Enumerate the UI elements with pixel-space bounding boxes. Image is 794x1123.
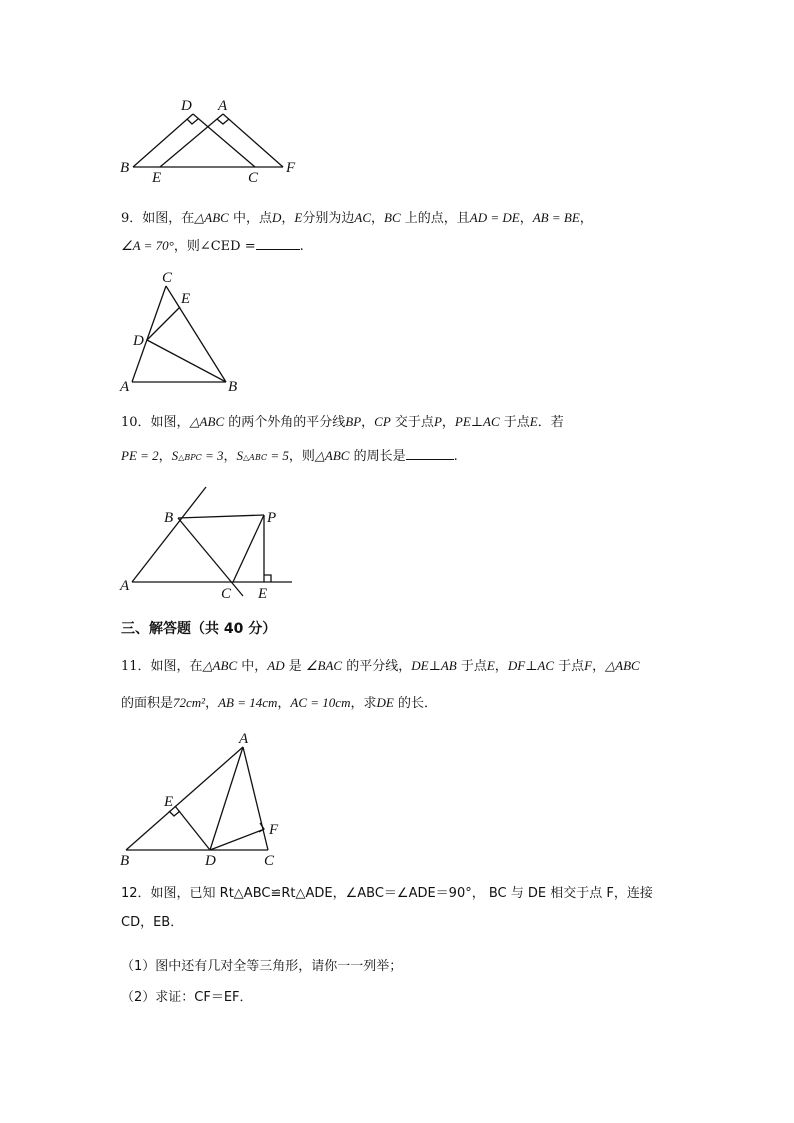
fig11-label-c: C [264, 853, 275, 869]
q10-perp: ⊥ [470, 415, 484, 430]
q10-side-ac: AC [483, 414, 500, 429]
q11-text: ， [494, 659, 508, 674]
q11-line-df: DF [507, 658, 526, 673]
fig10-label-e: E [258, 586, 268, 602]
q9-point-e: E [294, 210, 303, 225]
q11-ab-length: AB = 14cm [218, 695, 278, 710]
q9-condition-1: AD = DE [469, 210, 520, 225]
q11-ac-length: AC = 10cm [290, 695, 351, 710]
fig9-label-a: A [120, 379, 130, 395]
q11-number: 11． [121, 659, 151, 674]
q11-text: 中， [237, 659, 268, 674]
q12-subquestion-2: （2）求证：CF＝EF． [121, 990, 253, 1005]
fig11-label-e: E [164, 794, 174, 810]
q10-point-p: P [433, 414, 442, 429]
fig10-label-c: C [221, 586, 232, 602]
q10-area-subscript: △BPC [178, 453, 202, 462]
fig8-label-c: C [248, 170, 259, 186]
fig9-label-d: D [133, 333, 144, 349]
q10-pe-value: PE = 2 [121, 448, 159, 463]
q10-triangle: △ABC [189, 414, 225, 429]
fig9-label-c: C [162, 270, 173, 286]
fig11-line-ba [126, 747, 243, 850]
q11-question: 的长． [393, 696, 437, 711]
fig8-label-b: B [120, 160, 130, 176]
q10-question: 的周长是 [349, 449, 406, 464]
q11-angle: ∠BAC [305, 658, 343, 673]
q12-line2: CD，EB． [121, 915, 184, 930]
q11-line-ad: AD [267, 658, 285, 673]
fig10-label-b: B [164, 510, 174, 526]
fig8-label-d: D [181, 98, 192, 114]
q11-point-f: F [584, 658, 593, 673]
q11-text: ，求 [350, 696, 377, 711]
q10-line-pe: PE [454, 414, 471, 429]
q9-text: ， [281, 211, 295, 226]
q9-text: 如图，在 [142, 211, 195, 226]
q10-text: ，则 [288, 449, 315, 464]
fig11-label-a: A [239, 731, 249, 747]
q10-period: . [453, 449, 458, 464]
q10-area-value: = 3 [201, 448, 224, 463]
q10-line-cp: CP [374, 414, 391, 429]
q11-text: 的平分线， [342, 659, 412, 674]
fig11-line-de [175, 806, 210, 850]
fig11-label-b: B [120, 853, 130, 869]
fig10-label-p: P [267, 510, 277, 526]
q11-line-de: DE [376, 695, 394, 710]
q11-text: 于点 [456, 659, 487, 674]
q10-text: 如图， [150, 415, 190, 430]
q11-side-ab: AB [440, 658, 457, 673]
fig11-label-d: D [205, 853, 216, 869]
q12-line1: 12．如图，已知 Rt△ABC≌Rt△ADE，∠ABC＝∠ADE＝90°， BC 与 DE 相交于点 F，连接 [121, 886, 653, 901]
q10-text: 的两个外角的平分线 [224, 415, 346, 430]
q11-triangle: △ABC [605, 658, 640, 673]
q10-area-subscript: △ABC [243, 453, 268, 462]
q9-number: 9． [121, 211, 143, 226]
q11-text: 如图，在 [150, 659, 203, 674]
q10-area-value: = 5 [267, 448, 289, 463]
fig11-line-df [210, 830, 262, 850]
fig11-label-f: F [269, 822, 279, 838]
q10-area-symbol: S [171, 448, 179, 463]
q10-text: 交于点 [390, 415, 434, 430]
q10-text: ， [441, 415, 455, 430]
section-heading: 三、解答题（共 40 分） [121, 621, 277, 637]
fig11-right-angle-e [169, 811, 180, 816]
fig8-label-e: E [152, 170, 162, 186]
q9-text: ， [519, 211, 533, 226]
q10-number: 10． [121, 415, 151, 430]
q10-area-symbol: S [236, 448, 244, 463]
q10-text: 于点 [499, 415, 530, 430]
q11-text: ， [592, 659, 606, 674]
q11-perp: ⊥ [525, 659, 538, 674]
q11-line-de: DE [411, 658, 429, 673]
q11-text: 的面积是 [121, 696, 174, 711]
q11-side-ac: AC [537, 658, 555, 673]
q9-side-bc: BC [384, 210, 401, 225]
q9-text: 上的点，且 [400, 211, 470, 226]
q10-line-bp: BP [345, 414, 362, 429]
q9-condition-2: AB = BE [532, 210, 580, 225]
q9-text: ， [579, 211, 593, 226]
q11-area: 72cm² [173, 695, 206, 710]
q10-triangle: △ABC [314, 448, 350, 463]
q10-text: ．若 [537, 415, 564, 430]
q9-angle-a: ∠A = 70° [121, 238, 174, 253]
q11-point-e: E [486, 658, 495, 673]
q10-text: ， [361, 415, 375, 430]
q11-text: ， [277, 696, 291, 711]
fig11-line-ad [210, 747, 243, 850]
q11-triangle: △ABC [202, 658, 238, 673]
q9-triangle: △ABC [194, 210, 229, 225]
fig8-label-a: A [218, 98, 228, 114]
fig10-label-a: A [120, 578, 130, 594]
q9-question: ，则∠CED = [173, 239, 256, 254]
q9-text: ， [371, 211, 385, 226]
q11-perp: ⊥ [428, 659, 441, 674]
q10-text: ， [158, 449, 172, 464]
q9-text: 分别为边 [302, 211, 355, 226]
fig8-label-f: F [286, 160, 296, 176]
fig11-line-ac [243, 747, 268, 850]
q12-subquestion-1: （1）图中还有几对全等三角形，请你一一列举； [121, 959, 403, 974]
q9-period: . [299, 239, 304, 254]
q9-side-ac: AC [354, 210, 371, 225]
q11-text: 是 [284, 659, 306, 674]
q10-text: ， [223, 449, 237, 464]
q10-point-e: E [529, 414, 538, 429]
q11-text: 于点 [554, 659, 585, 674]
q11-text: ， [205, 696, 219, 711]
q9-point-d: D [272, 210, 282, 225]
fig9-label-b: B [228, 379, 238, 395]
q9-text: 中，点 [228, 211, 272, 226]
fig9-label-e: E [181, 291, 191, 307]
